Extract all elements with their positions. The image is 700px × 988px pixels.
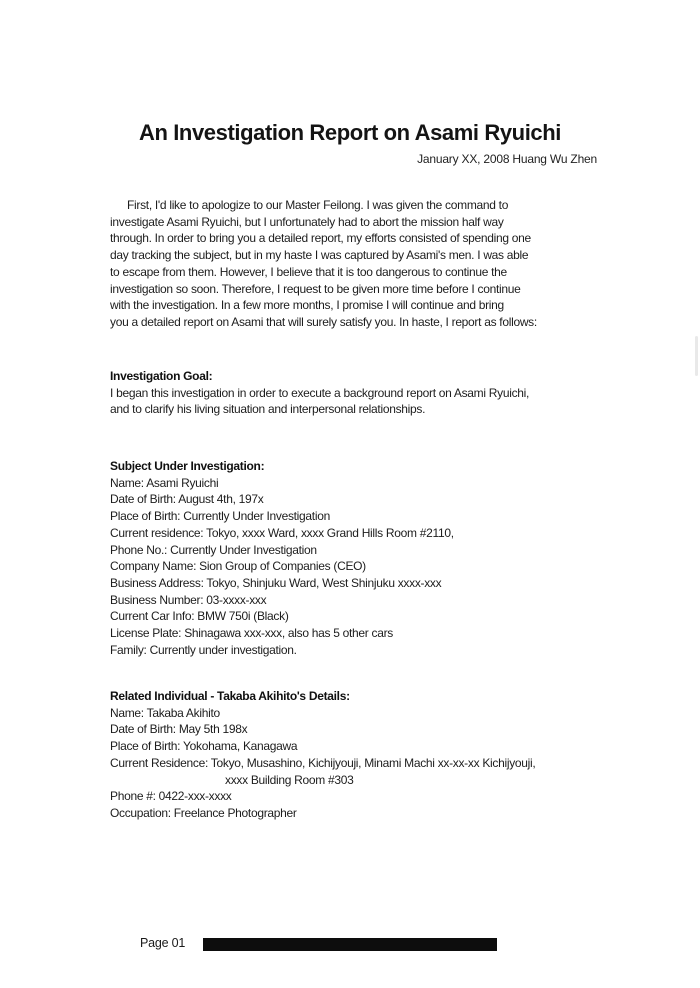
paragraph-line: investigation so soon. Therefore, I request to be given more time before I continue	[110, 281, 521, 296]
scan-artifact-line	[695, 336, 698, 376]
detail-line: Current Car Info: BMW 750i (Black)	[110, 609, 289, 624]
detail-line: Name: Takaba Akihito	[110, 705, 220, 720]
detail-line: Family: Currently under investigation.	[110, 642, 297, 657]
paragraph-line: you a detailed report on Asami that will surely satisfy you. In haste, I report as follows:	[110, 314, 537, 329]
paragraph-line: day tracking the subject, but in my haste I was captured by Asami's men. I was able	[110, 248, 529, 263]
detail-line: Occupation: Freelance Photographer	[110, 805, 297, 820]
detail-line: Company Name: Sion Group of Companies (CEO)	[110, 559, 366, 574]
page-number-label: Page 01	[140, 936, 186, 950]
detail-line: Name: Asami Ryuichi	[110, 475, 219, 490]
detail-line: Current Residence: Tokyo, Musashino, Kichijyouji, Minami Machi xx-xx-xx Kichijyouji,	[110, 755, 536, 770]
detail-line: Date of Birth: August 4th, 197x	[110, 492, 264, 507]
detail-line: License Plate: Shinagawa xxx-xxx, also has 5 other cars	[110, 626, 393, 641]
paragraph-line: through. In order to bring you a detailed report, my efforts consisted of spending one	[110, 231, 531, 246]
section-heading: Related Individual - Takaba Akihito's Details:	[110, 689, 350, 703]
detail-line: Phone No.: Currently Under Investigation	[110, 542, 317, 557]
section-heading: Subject Under Investigation:	[110, 459, 265, 473]
body-line: and to clarify his living situation and interpersonal relationships.	[110, 402, 426, 417]
section-related-individual	[110, 688, 630, 822]
section-heading: Investigation Goal:	[110, 369, 213, 383]
paragraph-line: with the investigation. In a few more months, I promise I will continue and bring	[110, 298, 504, 313]
paragraph-line: to escape from them. However, I believe that it is too dangerous to continue the	[110, 264, 507, 279]
section-body	[110, 705, 630, 822]
dateline: January XX, 2008 Huang Wu Zhen	[417, 152, 597, 166]
section-body	[110, 385, 630, 418]
detail-line: Date of Birth: May 5th 198x	[110, 722, 248, 737]
page-title: An Investigation Report on Asami Ryuichi	[138, 120, 561, 145]
intro-paragraph	[110, 197, 630, 331]
section-investigation-goal	[110, 368, 630, 418]
body-line: I began this investigation in order to execute a background report on Asami Ryuichi,	[110, 385, 530, 400]
section-body	[110, 475, 630, 659]
detail-line: Current residence: Tokyo, xxxx Ward, xxxx Grand Hills Room #2110,	[110, 525, 454, 540]
detail-line: xxxx Building Room #303	[225, 772, 354, 787]
detail-line: Phone #: 0422-xxx-xxxx	[110, 789, 232, 804]
section-subject-under-investigation	[110, 458, 630, 658]
redaction-bar	[203, 938, 497, 951]
detail-line: Business Number: 03-xxxx-xxx	[110, 592, 267, 607]
detail-line: Place of Birth: Yokohama, Kanagawa	[110, 739, 298, 754]
detail-line: Place of Birth: Currently Under Investigation	[110, 509, 330, 524]
paragraph-line: investigate Asami Ryuichi, but I unfortunately had to abort the mission half way	[110, 214, 504, 229]
detail-line: Business Address: Tokyo, Shinjuku Ward, West Shinjuku xxxx-xxx	[110, 575, 442, 590]
paragraph-line: First, I'd like to apologize to our Master Feilong. I was given the command to	[127, 198, 509, 212]
